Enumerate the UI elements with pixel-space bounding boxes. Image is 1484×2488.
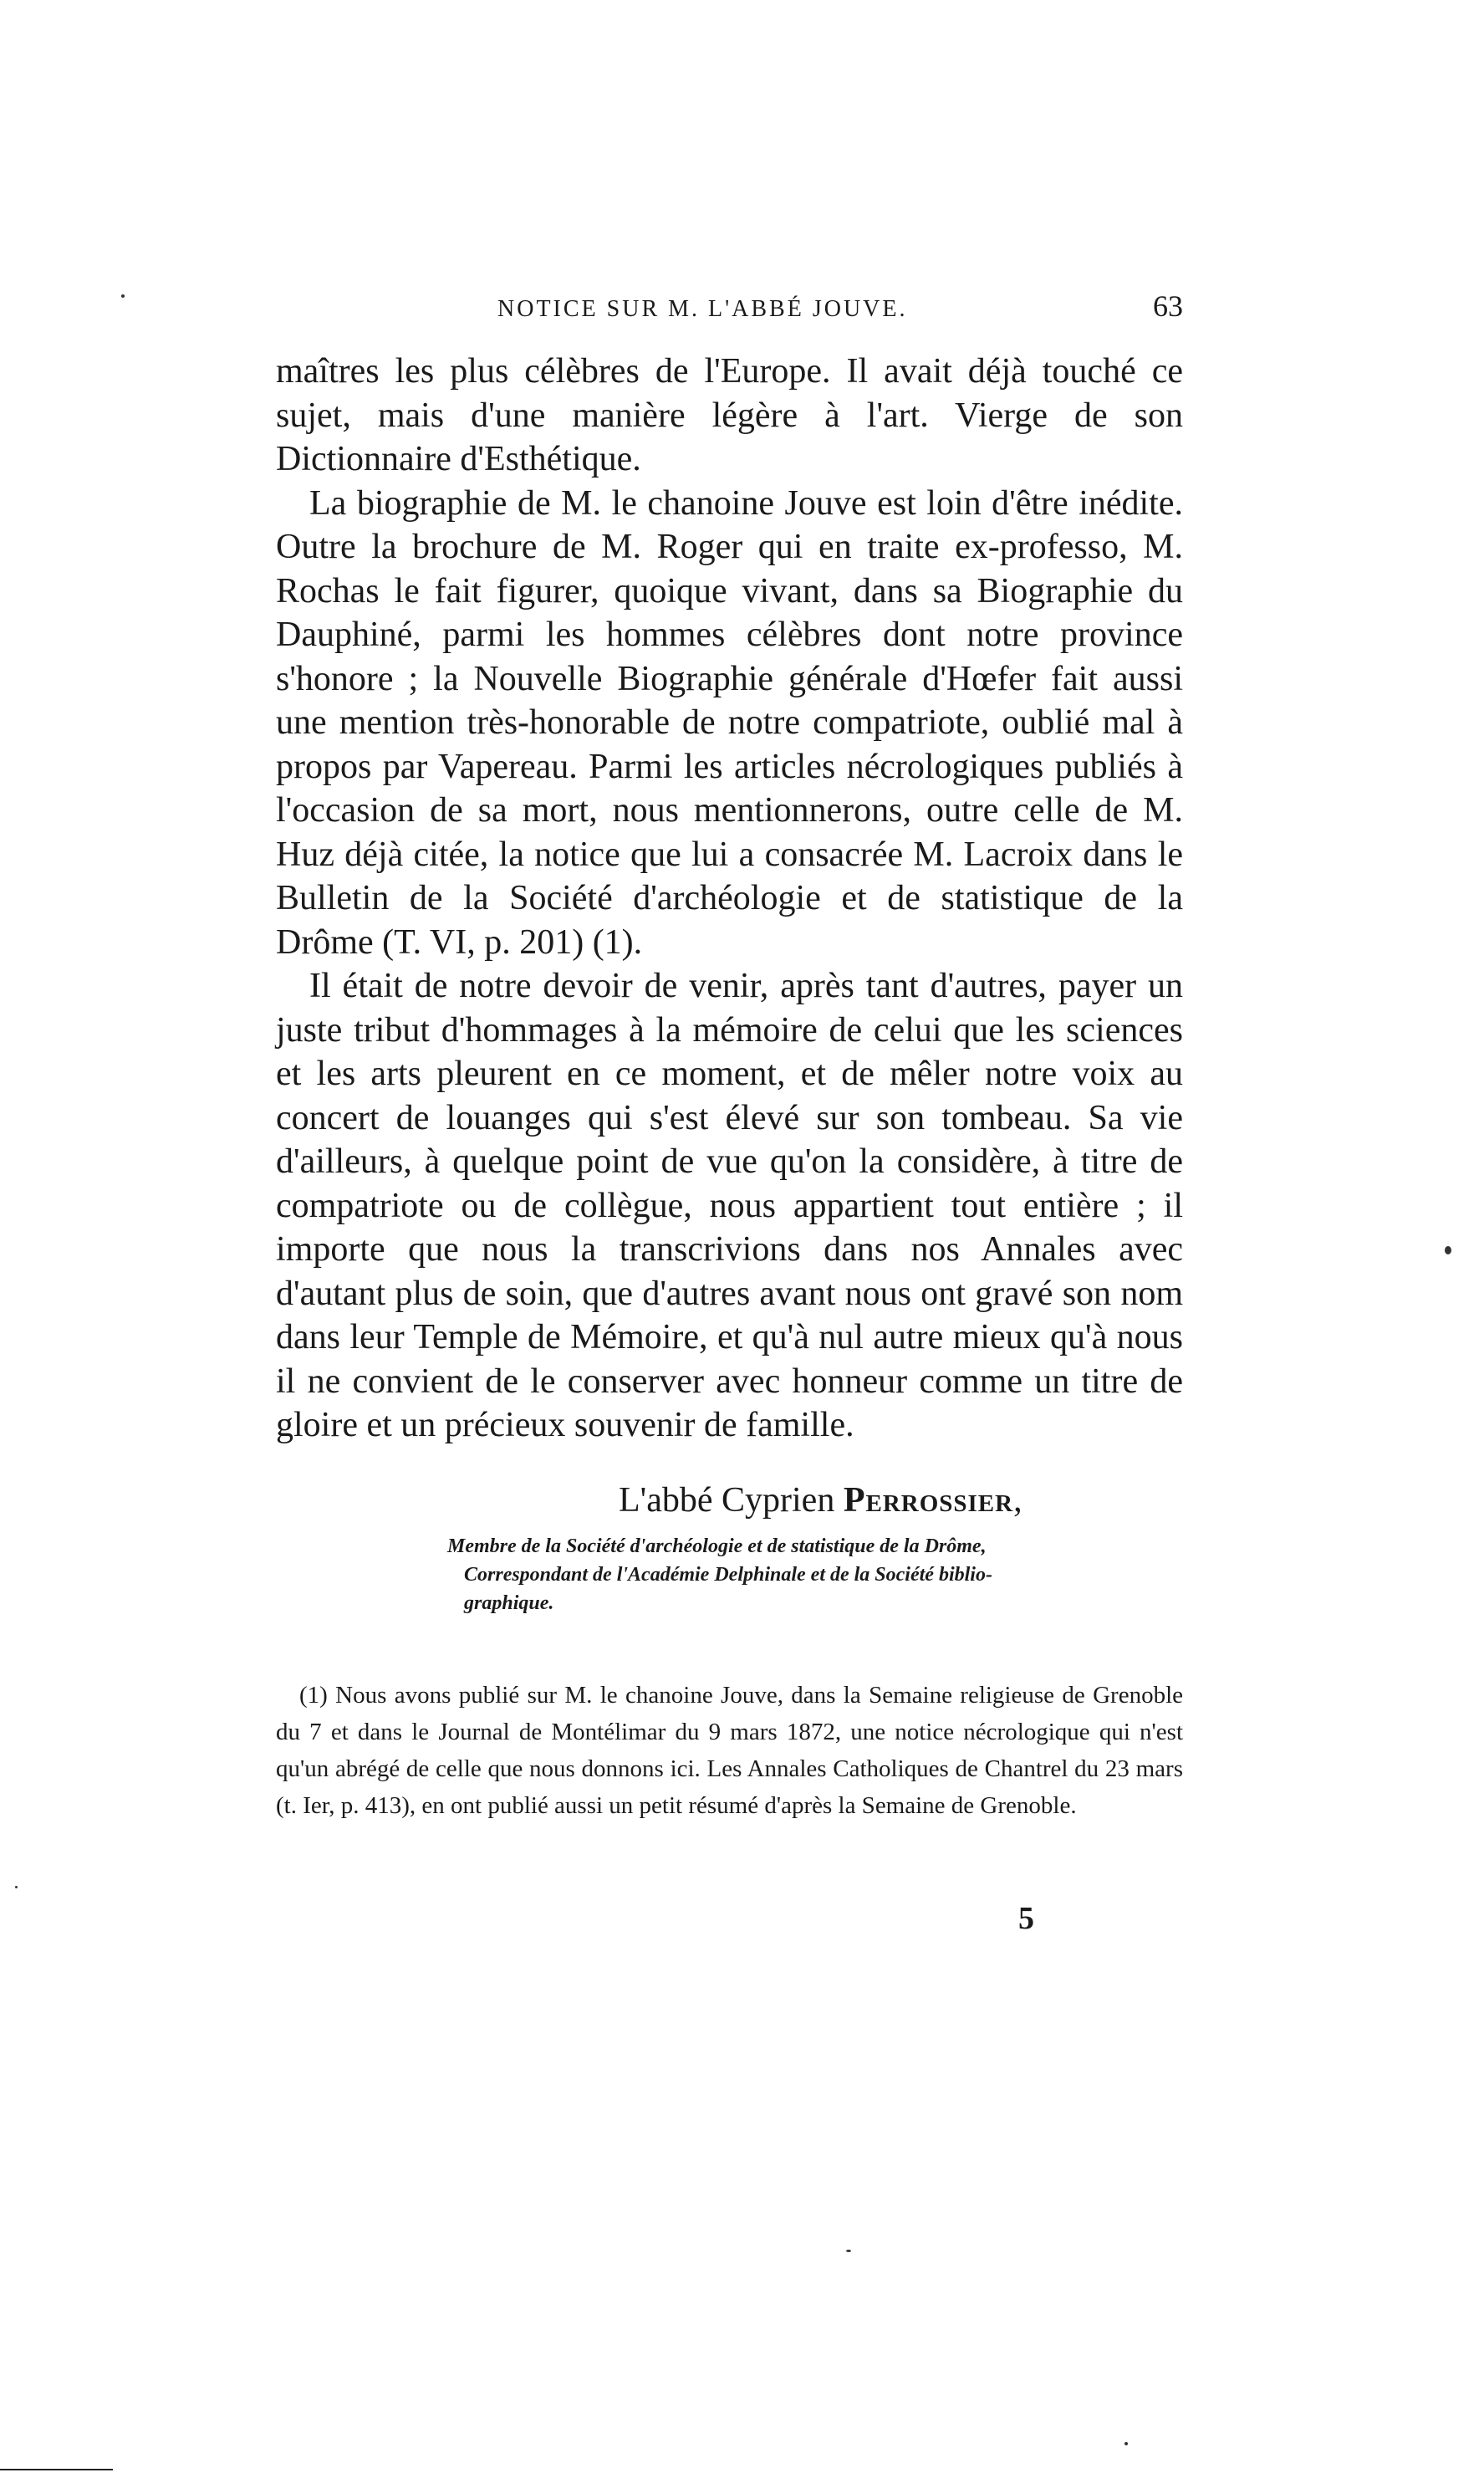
scan-speck (15, 1886, 18, 1888)
author-name-prefix: L'abbé Cyprien (619, 1481, 844, 1520)
paragraph-3: Il était de notre devoir de venir, après tant d'autres, payer un juste tribut d'hommages à la mémoire de celui que les sciences et les arts pleurent en ce moment, et de mêler notre voix au concert de louanges qui s'est élevé sur son tombeau. Sa vie d'ailleurs, à quelque point de vue qu'on la considère, à titre de compatriote ou de collègue, nous appartient tout entière ; il importe que nous la transcrivions dans nos Annales avec d'autant plus de soin, que d'autres avant nous ont gravé son nom dans leur Temple de Mémoire, et qu'à nul autre mieux qu'à nous il ne convient de le conserver avec honneur comme un titre de gloire et un précieux souvenir de famille. (276, 967, 1183, 1444)
paragraph-1: maîtres les plus célèbres de l'Europe. Il avait déjà touché ce sujet, mais d'une manière légère à l'art. Vierge de son Dictionnaire d'Esthétique. (276, 352, 1183, 478)
author-role-2: Correspondant de l'Académie Delphinale et de la Société biblio- (464, 1564, 992, 1586)
author-signature (619, 1480, 1022, 1520)
scan-speck (121, 294, 125, 298)
author-role-1: Membre de la Société d'archéologie et de statistique de la Drôme, (447, 1535, 987, 1557)
running-header (276, 289, 1183, 324)
scan-speck (1124, 2442, 1128, 2445)
page-number: 63 (1153, 289, 1183, 323)
scan-speck (1445, 1246, 1451, 1254)
author-name-suffix: , (1013, 1481, 1022, 1520)
printer-signature-mark: 5 (1018, 1901, 1034, 1936)
author-surname: Perrossier (843, 1481, 1014, 1520)
body-text (276, 350, 1183, 1448)
running-title: NOTICE SUR M. L'ABBÉ JOUVE. (497, 296, 908, 322)
scan-edge-line (0, 2469, 113, 2470)
paragraph-2: La biographie de M. le chanoine Jouve est loin d'être inédite. Outre la brochure de M. Roger qui en traite ex-professo, M. Rochas le fait figurer, quoique vivant, dans sa Biographie du Dauphiné, parmi les hommes célèbres dont notre province s'honore ; la Nouvelle Biographie générale d'Hœfer fait aussi une mention très-honorable de notre compatriote, oublié mal à propos par Vapereau. Parmi les articles nécrologiques publiés à l'occasion de sa mort, nous mentionnerons, outre celle de M. Huz déjà citée, la notice que lui a consacrée M. Lacroix dans le Bulletin de la Société d'archéologie et de statistique de la Drôme (T. VI, p. 201) (1). (276, 483, 1183, 962)
author-roles (447, 1532, 1183, 1617)
author-role-3: graphique. (464, 1592, 554, 1614)
footnote (276, 1677, 1183, 1824)
scan-speck (846, 2250, 851, 2252)
footnote-text: (1) Nous avons publié sur M. le chanoine Jouve, dans la Semaine religieuse de Grenoble du 7 et dans le Journal de Montélimar du 9 mars 1872, une notice nécrologique qui n'est qu'un abrégé de celle que nous donnons ici. Les Annales Catholiques de Chantrel du 23 mars (t. Ier, p. 413), en ont publié aussi un petit résumé d'après la Semaine de Grenoble. (276, 1682, 1183, 1819)
